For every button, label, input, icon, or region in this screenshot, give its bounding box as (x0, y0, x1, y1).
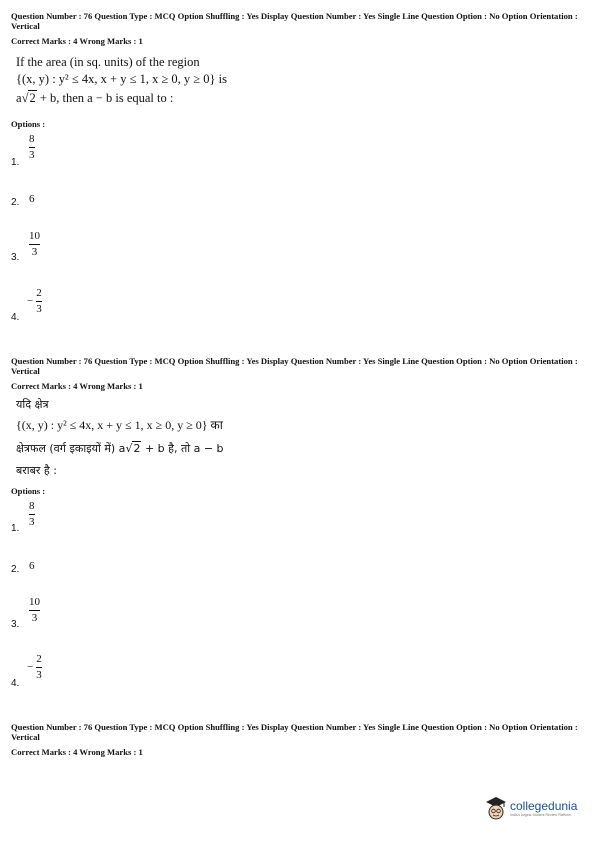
fraction-bar (36, 301, 42, 302)
question-meta-1: Question Number : 76 Question Type : MCQ Option Shuffling : Yes Display Question Number : Yes Single Line Question Option : No Option Orientation : Vertical (11, 11, 578, 31)
option-4-numerator: 2 (36, 653, 42, 665)
option-1-number: 1. (11, 523, 20, 534)
sqrt-argument: 2 (133, 442, 141, 455)
question-text-hi-line4: बराबर है : (16, 464, 57, 477)
question-text-hi-line3-b: + b है, तो a − b (141, 442, 224, 455)
option-4-denominator: 3 (36, 303, 42, 315)
fraction-bar (29, 147, 35, 148)
question-text-hi-line3-a: क्षेत्रफल (वर्ग इकाइयों में) a (16, 442, 126, 455)
option-2-value: 6 (29, 193, 35, 205)
option-4-fraction (27, 287, 42, 315)
question-marks-1: Correct Marks : 4 Wrong Marks : 1 (11, 36, 143, 46)
question-text-en-line2: {(x, y) : y² ≤ 4x, x + y ≤ 1, x ≥ 0, y ≥ 0} is (16, 72, 227, 86)
option-2-value: 6 (29, 560, 35, 572)
fraction-bar (29, 514, 35, 515)
option-4-numerator: 2 (36, 287, 42, 299)
collegedunia-logo (484, 795, 577, 821)
option-4-number: 4. (11, 312, 20, 323)
option-4-fraction-body (36, 653, 42, 681)
option-3-number: 3. (11, 619, 20, 630)
option-3-denominator: 3 (31, 246, 38, 258)
option-4-fraction (27, 653, 42, 681)
option-3-number: 3. (11, 252, 20, 263)
option-1-numerator: 8 (29, 500, 35, 512)
fraction-bar (36, 667, 42, 668)
option-4-fraction-body (36, 287, 42, 315)
options-label-2: Options : (11, 486, 46, 496)
option-3-fraction (29, 596, 40, 624)
option-3-numerator: 10 (29, 596, 40, 608)
question-text-hi-line1: यदि क्षेत्र (16, 398, 49, 411)
question-marks-2: Correct Marks : 4 Wrong Marks : 1 (11, 381, 143, 391)
question-meta-2: Question Number : 76 Question Type : MCQ Option Shuffling : Yes Display Question Number : Yes Single Line Question Option : No Option Orientation : Vertical (11, 356, 578, 376)
question-meta-3: Question Number : 76 Question Type : MCQ Option Shuffling : Yes Display Question Number : Yes Single Line Question Option : No Option Orientation : Vertical (11, 722, 578, 742)
option-4-sign: − (27, 295, 34, 307)
option-4-denominator: 3 (36, 669, 42, 681)
question-text-en-line1: If the area (in sq. units) of the region (16, 55, 200, 69)
option-1-number: 1. (11, 157, 20, 168)
question-text-en-line3-b: + b, then a − b is equal to : (36, 91, 174, 105)
graduate-mascot-icon (484, 795, 508, 821)
logo-tagline: India's largest Student Review Platform (510, 813, 571, 817)
question-text-en-line3-a: a (16, 91, 22, 105)
question-text-hi-line3 (16, 440, 224, 457)
sqrt-expression: √2 (125, 442, 141, 455)
option-1-numerator: 8 (29, 133, 35, 145)
option-2-number: 2. (11, 197, 20, 208)
option-1-denominator: 3 (29, 516, 35, 528)
options-label-1: Options : (11, 119, 46, 129)
option-3-numerator: 10 (29, 230, 40, 242)
option-4-sign: − (27, 661, 34, 673)
logo-brand-name: collegedunia (510, 799, 578, 813)
question-text-hi-line2: {(x, y) : y² ≤ 4x, x + y ≤ 1, x ≥ 0, y ≥ 0} का (16, 418, 223, 432)
option-2-number: 2. (11, 564, 20, 575)
question-text-en-line3 (16, 90, 173, 107)
sqrt-argument: 2 (29, 91, 36, 105)
option-1-fraction (29, 500, 35, 528)
fraction-bar (29, 244, 40, 245)
option-3-fraction (29, 230, 40, 258)
logo-text (510, 799, 577, 817)
option-4-number: 4. (11, 678, 20, 689)
option-1-denominator: 3 (29, 149, 35, 161)
sqrt-expression: √2 (21, 91, 36, 105)
question-marks-3: Correct Marks : 4 Wrong Marks : 1 (11, 747, 143, 757)
fraction-bar (29, 610, 40, 611)
option-1-fraction (29, 133, 35, 161)
option-3-denominator: 3 (31, 612, 38, 624)
